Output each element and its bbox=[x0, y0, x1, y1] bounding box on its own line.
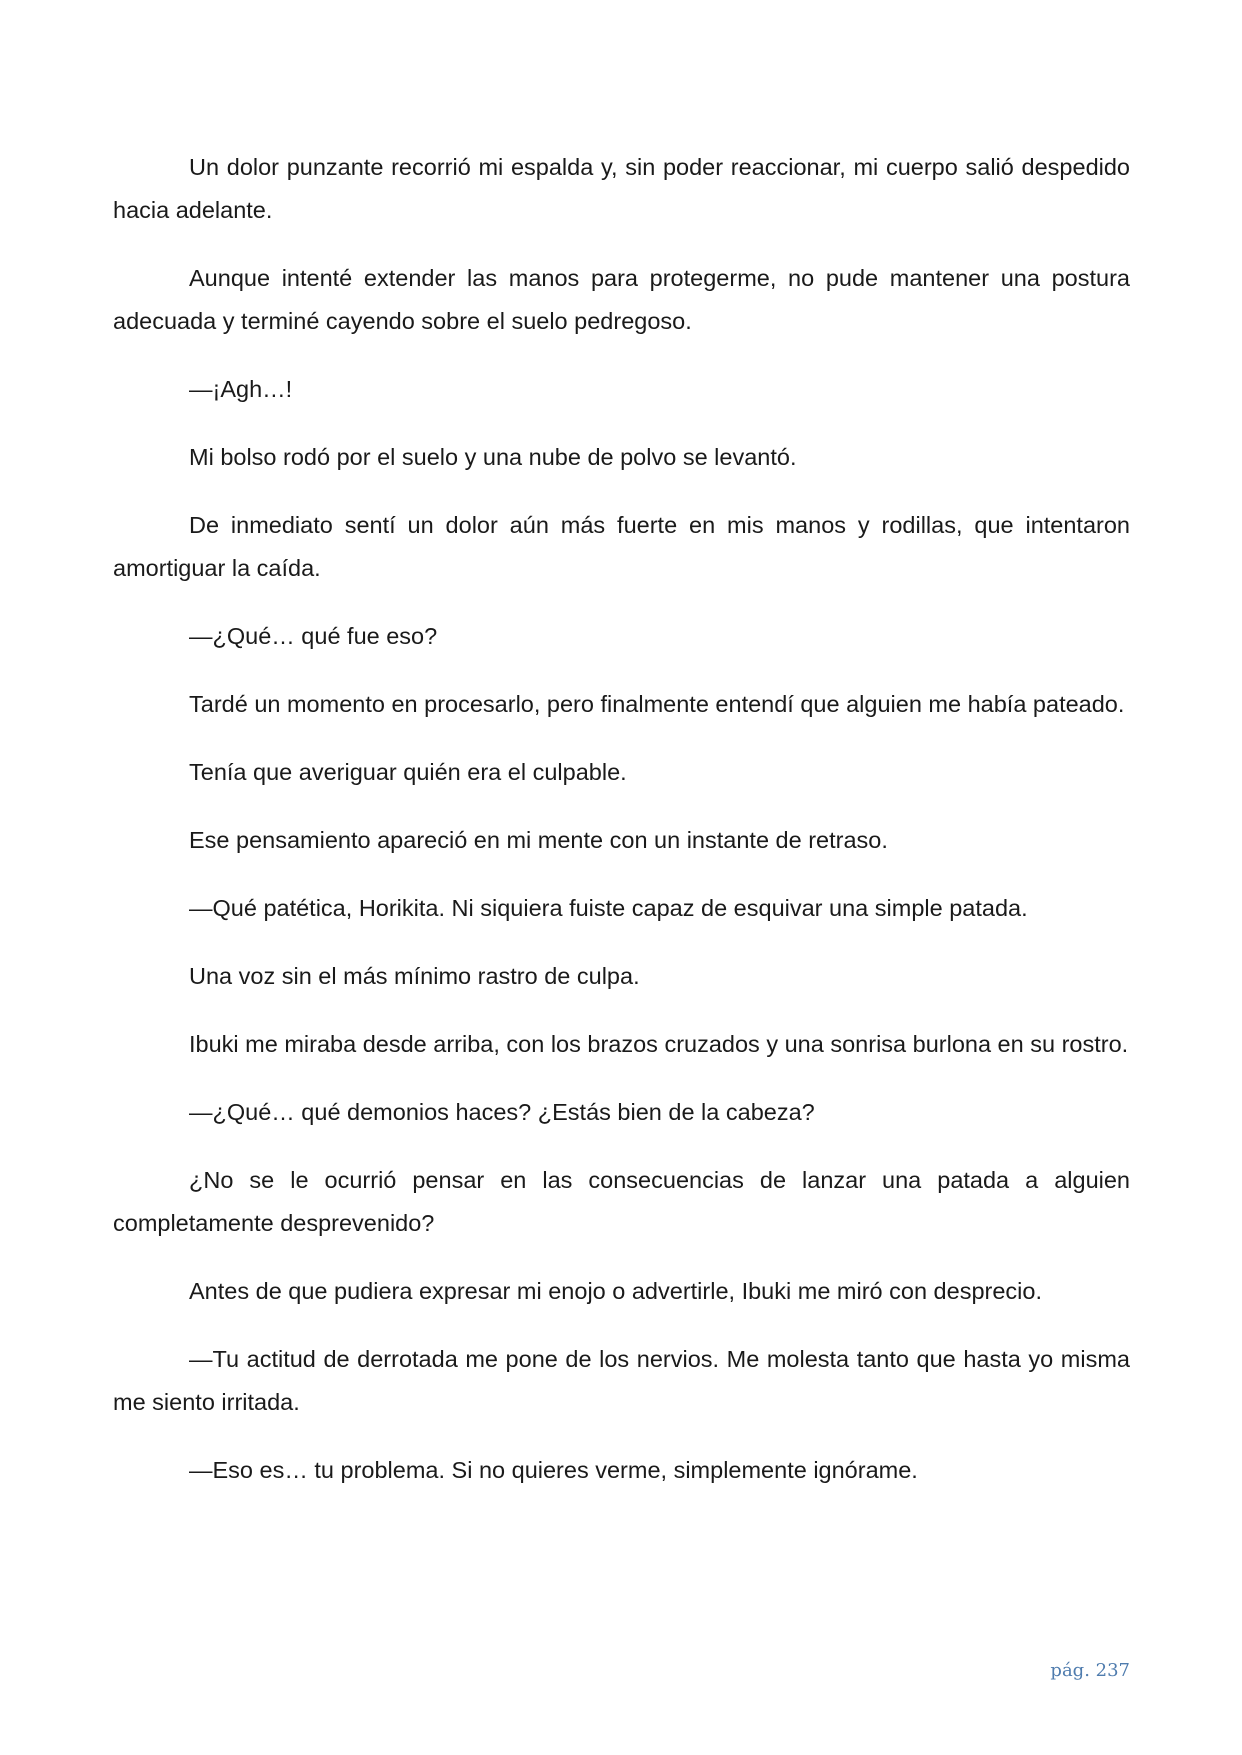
page-number: pág. 237 bbox=[1050, 1660, 1130, 1681]
paragraph: Tardé un momento en procesarlo, pero finalmente entendí que alguien me había pateado. bbox=[189, 691, 1125, 717]
paragraph: De inmediato sentí un dolor aún más fuerte en mis manos y rodillas, que intentaron amortiguar la caída. bbox=[113, 512, 1130, 581]
paragraph: Tenía que averiguar quién era el culpable. bbox=[189, 759, 627, 785]
paragraph: —Tu actitud de derrotada me pone de los nervios. Me molesta tanto que hasta yo misma me siento irritada. bbox=[113, 1346, 1130, 1415]
paragraph: Aunque intenté extender las manos para protegerme, no pude mantener una postura adecuada y terminé cayendo sobre el suelo pedregoso. bbox=[113, 265, 1130, 334]
paragraph: —Qué patética, Horikita. Ni siquiera fuiste capaz de esquivar una simple patada. bbox=[189, 895, 1028, 921]
paragraph: Mi bolso rodó por el suelo y una nube de polvo se levantó. bbox=[189, 444, 797, 470]
body-text bbox=[113, 146, 1130, 1517]
paragraph: —¿Qué… qué fue eso? bbox=[189, 623, 438, 649]
paragraph: Una voz sin el más mínimo rastro de culpa. bbox=[189, 963, 640, 989]
paragraph: ¿No se le ocurrió pensar en las consecuencias de lanzar una patada a alguien completamente desprevenido? bbox=[113, 1167, 1130, 1236]
paragraph: —¿Qué… qué demonios haces? ¿Estás bien de la cabeza? bbox=[189, 1099, 815, 1125]
paragraph: —¡Agh…! bbox=[189, 376, 293, 402]
paragraph: Ibuki me miraba desde arriba, con los brazos cruzados y una sonrisa burlona en su rostro. bbox=[189, 1031, 1129, 1057]
paragraph: —Eso es… tu problema. Si no quieres verme, simplemente ignórame. bbox=[189, 1457, 918, 1483]
paragraph: Ese pensamiento apareció en mi mente con un instante de retraso. bbox=[189, 827, 888, 853]
paragraph: Antes de que pudiera expresar mi enojo o advertirle, Ibuki me miró con desprecio. bbox=[189, 1278, 1042, 1304]
paragraph: Un dolor punzante recorrió mi espalda y, sin poder reaccionar, mi cuerpo salió despedido hacia adelante. bbox=[113, 154, 1130, 223]
